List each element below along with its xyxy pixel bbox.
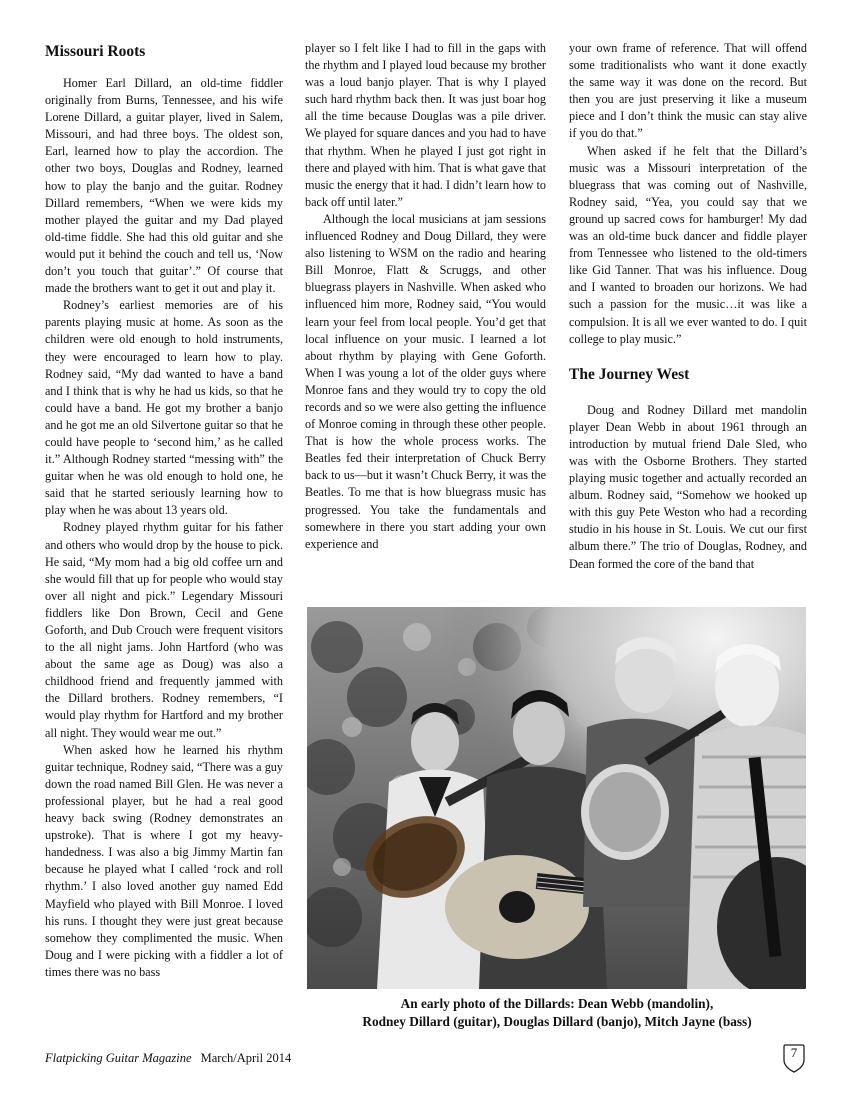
page-number: 7	[790, 1045, 798, 1060]
paragraph: Although the local musicians at jam sessions influenced Rodney and Doug Dillard, they were also listening to WSM on the radio and hearing Bill Monroe, Flatt & Scruggs, and other bluegrass players in Nashville. When asked who influenced him more, Rodney said, “You would learn your feel from local people. You’d get that local influence on your music. I learned a lot about rhythm by playing with Gene Goforth. When I was young a lot of the older guys where Monroe fans and they would try to copy the old records and so we were also getting the influence of Monroe coming in through these other people. That is how the whole process works. The Beatles fed their interpretation of Chuck Berry back to us—but it wasn’t Chuck Berry, it was the Beatles. To me that is how bluegrass music has progressed. You take the fundamentals and somewhere in there you start adding your own experience and	[305, 211, 546, 551]
paragraph: Rodney played rhythm guitar for his father and others who would drop by the house to pick. He said, “My mom had a big old coffee urn and she would fill that up for people who would stay over all night and pick.” Legendary Missouri fiddlers like Don Brown, Cecil and Gene Goforth, and Dub Crouch were frequent visitors to the all night jams. John Hartford (who was about the same age as Doug) was also a childhood friend and frequently jammed with the Dillard brothers. Rodney remembers, “I would play rhythm for Hartford and my brother all night. They would wear me out.”	[45, 520, 283, 740]
paragraph: Doug and Rodney Dillard met mandolin player Dean Webb in about 1961 through an introduction by mutual friend Dale Sled, who was with the Osborne Brothers. They started playing music together and actually recorded an album. Rodney said, “Somehow we hooked up with this guy Pete Weston who had a recording studio in his house in St. Louis. We cut our first album there.” The trio of Douglas, Rodney, and Dean formed the core of the band that	[569, 402, 807, 571]
paragraph: Homer Earl Dillard, an old-time fiddler originally from Burns, Tennessee, and his wife Lorene Dillard, a guitar player, lived in Salem, Missouri, and had three boys. The oldest son, Earl, learned how to play the accordion. The other two boys, Douglas and Rodney, learned how to play the banjo and the guitar. Rodney Dillard remembers, “When we were kids my mother played the guitar and my Dad played old-time fiddle. She had this old guitar and she would put it behind the couch and tell us, ‘Now don’t you touch that guitar’.” Of course that made the brothers want to get it out and play it.	[45, 76, 283, 296]
paragraph: When asked if he felt that the Dillard’s music was a Missouri interpretation of the bluegrass that was coming out of Nashville, Rodney said, “Yea, you could say that we ground up sacred cows for hamburger! My dad was an old-time buck dancer and fiddle player from Tennessee who listened to the old-timers like Gid Tanner. That was his influence. Doug and I wanted to broaden our horizons. We had such a passion for the music…it was like a compulsion. It is all we ever wanted to do. I quit college to play music.”	[569, 143, 807, 346]
section-heading-missouri-roots: Missouri Roots	[45, 43, 146, 60]
paragraph: your own frame of reference. That will offend some traditionalists who want it done exactly the same way it was done on the record. But then you are just preserving it like a museum piece and I don’t think the music can stay alive if you do that.”	[569, 41, 807, 141]
section-heading-journey-west: The Journey West	[569, 365, 690, 383]
paragraph: Rodney’s earliest memories are of his parents playing music at home. As soon as the children were old enough to hold instruments, they were encouraged to learn how to play. Rodney said, “My dad wanted to have a band and I think that is why he had us kids, so that he could have a band. He got my brother a banjo and he got me an old Silvertone guitar so that he could have people to ‘second him,’ as he called it.” Although Rodney started “messing with” the guitar when he was old enough to hold one, he said that he started seriously learning how to play when he was about 13 years old.	[45, 298, 283, 518]
magazine-name: Flatpicking Guitar Magazine	[45, 1051, 192, 1065]
paragraph: player so I felt like I had to fill in the gaps with the rhythm and I played loud because my brother was a loud banjo player. That is why I played such hard rhythm back then. It was just boar hog all the time because Douglas was a pile driver. We played for square dances and you had to have that rhythm. When he played I just got right in there and played with him. That is what gave that music the energy that it had. I didn’t learn how to back off until later.”	[305, 41, 546, 209]
article-column-3	[569, 40, 807, 573]
article-column-2	[305, 40, 546, 553]
band-photo	[307, 607, 806, 989]
photo-caption	[306, 995, 808, 1031]
caption-line-1: An early photo of the Dillards: Dean Webb (mandolin),	[400, 996, 714, 1011]
footer-publication	[45, 1051, 291, 1066]
paragraph: When asked how he learned his rhythm guitar technique, Rodney said, “There was a guy down the road named Bill Glen. He was never a professional player, but he had a real good heavy back swing (Rodney demonstrates an upstroke). That is where I got my heavy-handedness. I was also a big Jimmy Martin fan because he played what I called ‘rock and roll rhythm.’ I also loved another guy named Edd Mayfield who played with Bill Monroe. I loved his runs. I thought they were just great because somehow they complimented the music. When Doug and I were picking with a fiddler a lot of times there was no bass	[45, 742, 283, 979]
caption-line-2: Rodney Dillard (guitar), Douglas Dillard (banjo), Mitch Jayne (bass)	[362, 1014, 752, 1029]
article-column-1	[45, 42, 283, 981]
issue-date: March/April 2014	[200, 1051, 292, 1065]
